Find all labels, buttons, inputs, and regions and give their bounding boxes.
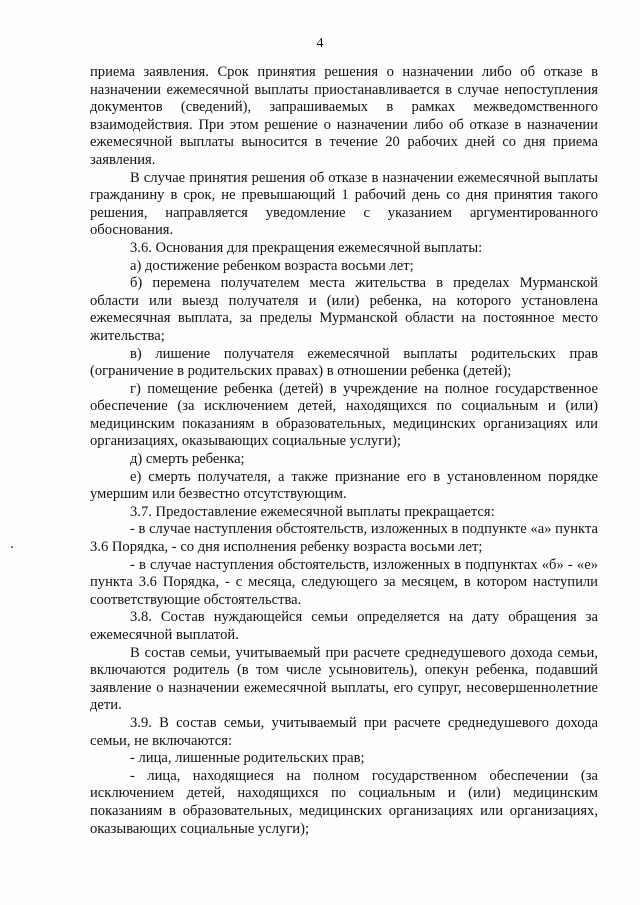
- section-3-6-heading: 3.6. Основания для прекращения ежемесячной выплаты:: [130, 239, 483, 256]
- document-body: [90, 64, 598, 838]
- list-item-g: г) помещение ребенка (детей) в учреждение на полное государственное обеспечение (за исключением детей, находящихся по социальным и (или) медицинским показаниям в образовательных, медицинских организациях или организациях, оказывающих социальные услуги);: [90, 380, 598, 450]
- dash-item-2: - в случае наступления обстоятельств, изложенных в подпунктах «б» - «е» пункта 3.6 Порядка, - с месяца, следующего за месяцем, в котором наступили соответствующие обстоятельства.: [90, 556, 598, 608]
- page-number: 4: [316, 36, 324, 51]
- list-item-a: а) достижение ребенком возраста восьми лет;: [130, 257, 414, 274]
- paragraph-refusal-notice: В случае принятия решения об отказе в назначении ежемесячной выплаты гражданину в срок, не превышающий 1 рабочий день со дня принятия такого решения, направляется уведомление с указанием аргументированного обоснования.: [90, 169, 598, 239]
- paragraph-family-composition: В состав семьи, учитываемый при расчете среднедушевого дохода семьи, включаются родитель (в том числе усыновитель), опекун ребенка, подавший заявление о назначении ежемесячной выплаты, его супруг, несовершеннолетние дети.: [90, 644, 598, 714]
- dash-item-3: - лица, лишенные родительских прав;: [130, 750, 365, 767]
- section-3-9-heading: 3.9. В состав семьи, учитываемый при расчете среднедушевого дохода семьи, не включаются:: [90, 714, 598, 749]
- paragraph-continuation: приема заявления. Срок принятия решения о назначении либо об отказе в назначении ежемесячной выплаты приостанавливается в случае непоступления документов (сведений), запрашиваемых в рамках межведомственного взаимодействия. При этом решение о назначении либо об отказе в назначении ежемесячной выплаты выносится в течение 20 рабочих дней со дня приема заявления.: [90, 64, 598, 168]
- list-item-d: д) смерть ребенка;: [130, 451, 245, 468]
- list-item-b: б) перемена получателем места жительства в пределах Мурманской области или выезд получателя и (или) ребенка, на которого установлена ежемесячная выплата, за пределы Мурманской области на постоянное место жительства;: [90, 275, 598, 344]
- scan-speck: [11, 546, 13, 548]
- list-item-e: е) смерть получателя, а также признание его в установленном порядке умершим или безвестно отсутствующим.: [90, 468, 598, 503]
- section-3-8: 3.8. Состав нуждающейся семьи определяется на дату обращения за ежемесячной выплатой.: [90, 609, 598, 643]
- dash-item-4: - лица, находящиеся на полном государственном обеспечении (за исключением детей, находящихся по социальным и (или) медицинским показаниям в образовательных, медицинских организациях или организациях, оказывающих социальные услуги);: [90, 767, 598, 837]
- section-3-7-heading: 3.7. Предоставление ежемесячной выплаты прекращается:: [130, 503, 495, 520]
- dash-item-1: - в случае наступления обстоятельств, изложенных в подпункте «а» пункта 3.6 Порядка, - со дня исполнения ребенку возраста восьми лет;: [90, 521, 598, 556]
- list-item-v: в) лишение получателя ежемесячной выплаты родительских прав (ограничение в родительских правах) в отношении ребенка (детей);: [90, 345, 598, 380]
